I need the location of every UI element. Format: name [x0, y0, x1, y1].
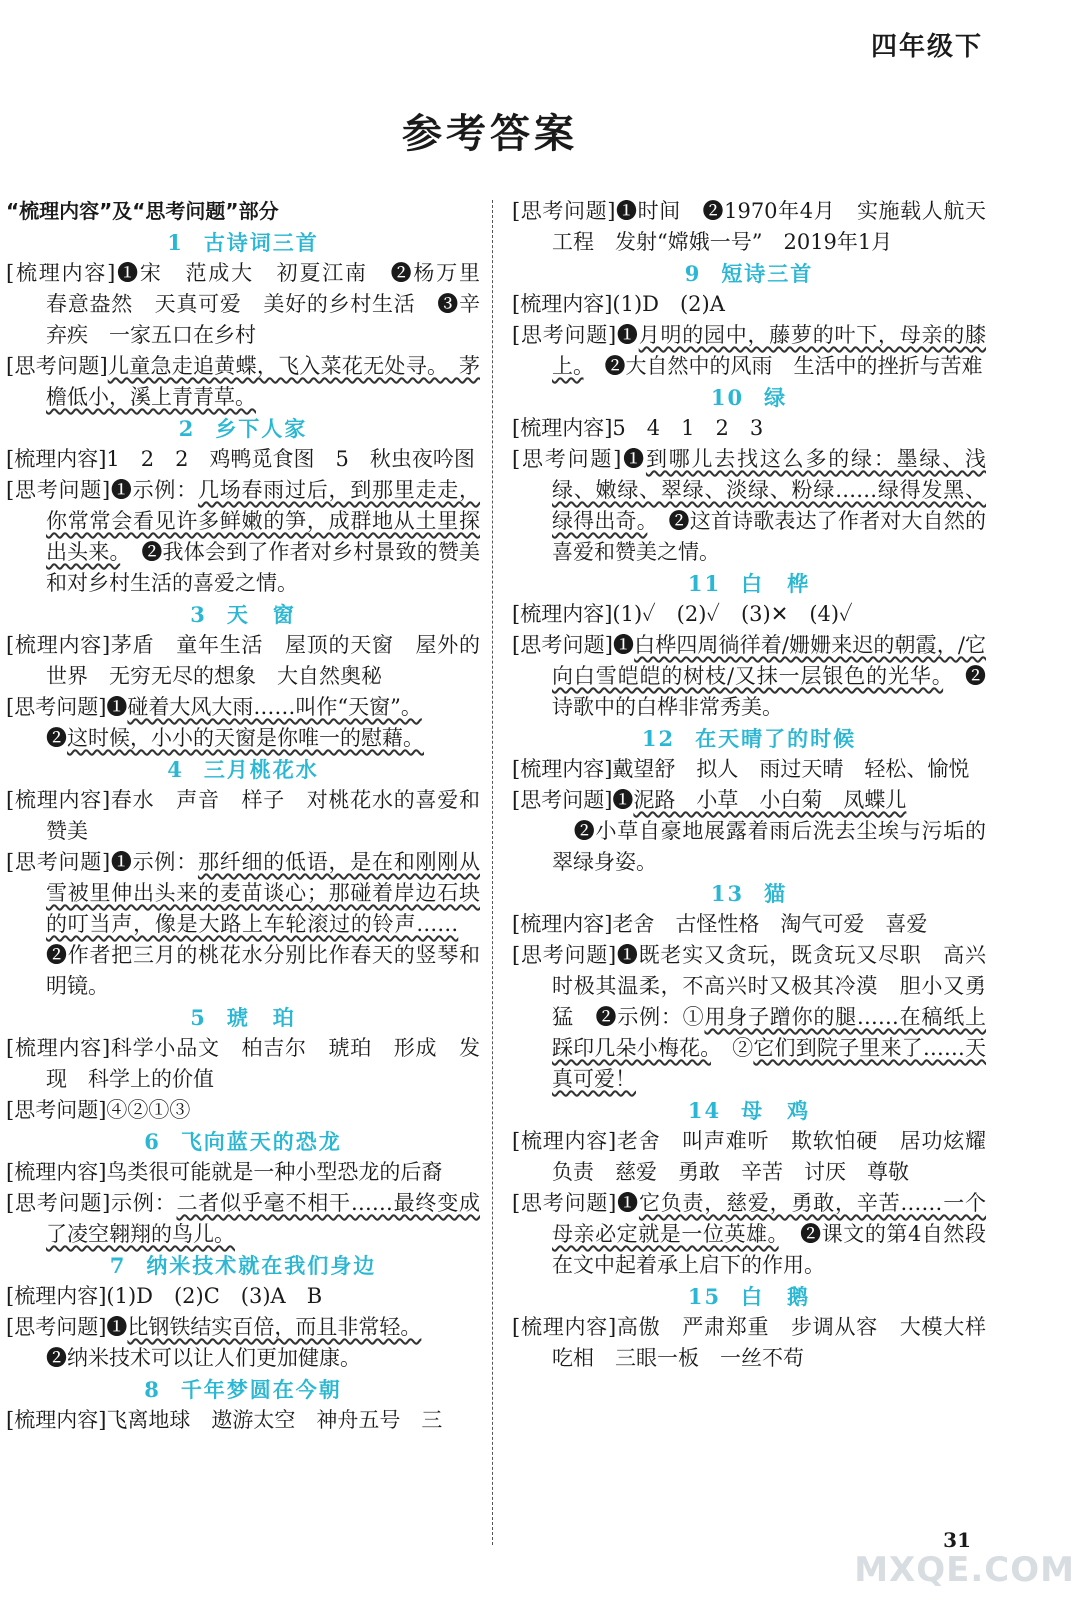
think-tag: [思考问题] — [6, 354, 108, 378]
think-text: ❷诗歌中的白桦非常秀美。 — [552, 664, 986, 719]
think-text: ❷作者把三月的桃花水分别比作春天的竖琴和明镜。 — [46, 912, 481, 998]
comb-tag: [梳理内容] — [6, 788, 111, 812]
comb-text: (1)D (2)A — [612, 292, 725, 316]
comb-tag: [梳理内容] — [512, 602, 613, 626]
think-tag: [思考问题] — [6, 478, 111, 502]
think-entry — [512, 785, 986, 878]
lesson-name: 纳米技术就在我们身边 — [146, 1253, 377, 1278]
lesson-heading — [6, 599, 480, 630]
comb-tag: [梳理内容] — [6, 1160, 107, 1184]
lesson-heading — [6, 1126, 480, 1157]
think-text: ❶示例： — [110, 850, 198, 874]
think-entry — [512, 444, 986, 568]
lesson-heading — [512, 382, 986, 413]
think-entry — [6, 1095, 480, 1126]
comb-text: 高傲 严肃郑重 步调从容 大模大样 吃相 三眼一板 一丝不苟 — [552, 1315, 1008, 1370]
lesson-name: 绿 — [764, 385, 788, 410]
lesson-number: 7 — [109, 1253, 127, 1278]
comb-tag: [梳理内容] — [6, 261, 116, 285]
lesson-name: 飞向蓝天的恐龙 — [180, 1129, 342, 1154]
comb-tag: [梳理内容] — [6, 1284, 107, 1308]
watermark-logo: MXQE.COM — [854, 1550, 1075, 1590]
comb-text: ❶宋 范成大 初夏江南 ❷杨万里 春意盎然 天真可爱 美好的乡村生活 ❸辛弃疾 一家五口在乡村 — [46, 261, 501, 347]
comb-tag: [梳理内容] — [512, 292, 613, 316]
underlined-answer: 碰着大风大雨……叫作“天窗”。 — [127, 695, 422, 719]
underlined-answer: 月明的园中，藤萝的叶下，母亲的膝上。 — [552, 323, 987, 378]
comb-entry — [6, 258, 501, 351]
comb-tag: [梳理内容] — [512, 416, 613, 440]
comb-text: 戴望舒 拟人 雨过天晴 轻松、愉悦 — [612, 757, 970, 781]
comb-entry — [6, 1281, 480, 1312]
think-text: ④②①③ — [106, 1098, 191, 1122]
comb-tag: [梳理内容] — [512, 1315, 617, 1339]
comb-text: 茅盾 童年生活 屋顶的天窗 屋外的世界 无穷无尽的想象 大自然奥秘 — [46, 633, 481, 688]
think-entry — [6, 1312, 480, 1374]
think-entry — [6, 351, 480, 413]
think-text: ❶既老实又贪玩，既贪玩又尽职 高兴时极其温柔，不高兴时又极其冷漠 胆小又勇猛 ❷示例：① — [552, 943, 987, 1029]
think-text: ❶示例： — [110, 478, 198, 502]
comb-entry — [512, 413, 986, 444]
think-text: ❶ — [612, 788, 634, 812]
comb-text: 5 4 1 2 3 — [612, 416, 764, 440]
part-title: “梳理内容”及“思考问题”部分 — [6, 199, 279, 223]
comb-entry — [512, 909, 986, 940]
underlined-answer: 用身子蹭你的腿……在稿纸上踩印几朵小梅花。 — [552, 1005, 987, 1060]
left-column — [6, 196, 501, 1436]
lesson-number: 9 — [684, 261, 702, 286]
think-text: ❷这首诗歌表达了作者对大自然的喜爱和赞美之情。 — [552, 509, 986, 564]
lesson-heading — [6, 1002, 480, 1033]
think-entry — [6, 475, 480, 599]
lesson-heading — [512, 1095, 986, 1126]
comb-text: 飞离地球 遨游太空 神舟五号 三 — [106, 1408, 443, 1432]
think-text: ❷大自然中的风雨 生活中的挫折与苦难 — [583, 354, 983, 378]
lesson-name: 白 鹅 — [741, 1284, 811, 1309]
lesson-name: 乡下人家 — [215, 416, 308, 441]
lesson-heading — [6, 1250, 480, 1281]
think-tag: [思考问题] — [512, 199, 616, 223]
underlined-answer: 泥路 小草 小白菊 凤蝶儿 — [633, 788, 907, 812]
think-entry — [6, 847, 480, 1002]
lesson-number: 15 — [687, 1284, 722, 1309]
underlined-answer: 儿童急走追黄蝶，飞入菜花无处寻。 茅檐低小，溪上青青草。 — [46, 354, 480, 409]
lesson-number: 14 — [687, 1098, 722, 1123]
think-tag: [思考问题] — [6, 1098, 107, 1122]
think-tag: [思考问题] — [512, 788, 613, 812]
comb-tag: [梳理内容] — [6, 633, 111, 657]
lesson-name: 白 桦 — [741, 571, 811, 596]
think-tag: [思考问题] — [6, 1315, 107, 1339]
comb-entry — [512, 754, 986, 785]
comb-tag: [梳理内容] — [512, 912, 613, 936]
underlined-answer: 到哪儿去找这么多的绿：墨绿、浅绿、嫩绿、翠绿、淡绿、粉绿……绿得发黑、绿得出奇。 — [552, 447, 987, 533]
think-text: ❷小草自豪地展露着雨后洗去尘埃与污垢的翠绿身姿。 — [552, 819, 986, 874]
comb-text: 老舍 叫声难听 欺软怕硬 居功炫耀 负责 慈爱 勇敢 辛苦 讨厌 尊敬 — [552, 1129, 1008, 1184]
lesson-heading — [512, 258, 986, 289]
comb-tag: [梳理内容] — [512, 1129, 617, 1153]
lesson-heading — [512, 723, 986, 754]
page-title: 参考答案 — [402, 110, 578, 157]
comb-tag: [梳理内容] — [512, 757, 613, 781]
underlined-answer: 那纤细的低语，是在和刚刚从雪被里伸出头来的麦苗谈心；那碰着岸边石块的叮当声，像是大路上车轮滚过的铃声…… — [46, 850, 481, 936]
comb-tag: [梳理内容] — [6, 1408, 107, 1432]
lesson-name: 千年梦圆在今朝 — [180, 1377, 342, 1402]
comb-tag: [梳理内容] — [6, 1036, 111, 1060]
lesson-number: 2 — [178, 416, 196, 441]
comb-entry — [512, 289, 986, 320]
underlined-answer: 二者似乎毫不相干……最终变成了凌空翱翔的鸟儿。 — [46, 1191, 481, 1246]
think-text: 示例： — [110, 1191, 177, 1215]
think-text: ❷课文的第4自然段在文中起着承上启下的作用。 — [552, 1222, 986, 1277]
think-tag: [思考问题] — [512, 633, 613, 657]
think-text: ❶ — [621, 447, 646, 471]
lesson-heading — [6, 227, 480, 258]
think-text: ❶ — [616, 323, 639, 347]
comb-tag: [梳理内容] — [6, 447, 107, 471]
lesson-number: 8 — [144, 1377, 161, 1402]
think-text: ❶时间 ❷1970年4月 实施载人航天工程 发射“嫦娥一号” 2019年1月 — [552, 199, 986, 254]
right-column — [512, 196, 1008, 1374]
comb-entry — [6, 785, 480, 847]
lesson-number: 4 — [167, 757, 184, 782]
lesson-heading — [512, 1281, 986, 1312]
page-number: 31 — [943, 1528, 971, 1552]
lesson-heading — [6, 1374, 480, 1405]
lesson-name: 猫 — [764, 881, 788, 906]
lesson-name: 古诗词三首 — [203, 230, 319, 255]
underlined-answer: 白桦四周徜徉着/姗姗来迟的朝霞，/它向白雪皑皑的树枝/又抹一层银色的光华。 — [552, 633, 987, 688]
lesson-number: 12 — [641, 726, 676, 751]
think-tag: [思考问题] — [512, 1191, 617, 1215]
lesson-heading — [6, 754, 480, 785]
lesson-name: 短诗三首 — [721, 261, 814, 286]
lesson-number: 13 — [710, 881, 745, 906]
comb-entry — [512, 1126, 1008, 1188]
comb-text: 科学小品文 柏吉尔 琥珀 形成 发现 科学上的价值 — [46, 1036, 481, 1091]
think-text: ❷ — [46, 726, 67, 750]
think-entry — [512, 196, 986, 258]
think-tag: [思考问题] — [512, 323, 617, 347]
comb-text: (1)✓ (2)✓ (3)✕ (4)✓ — [612, 602, 853, 626]
underlined-answer: 它们到院子里来了……天真可爱！ — [552, 1036, 987, 1091]
think-tag: [思考问题] — [6, 695, 107, 719]
comb-entry — [6, 630, 480, 692]
think-text: ❶ — [612, 633, 635, 657]
think-tag: [思考问题] — [6, 1191, 111, 1215]
underlined-answer: 比钢铁结实百倍，而且非常轻。 — [127, 1315, 422, 1339]
comb-entry — [6, 444, 480, 475]
lesson-number: 3 — [190, 602, 207, 627]
think-text: ❶ — [106, 1315, 128, 1339]
comb-text: 1 2 2 鸡鸭觅食图 5 秋虫夜吟图 — [106, 447, 475, 471]
think-tag: [思考问题] — [6, 850, 111, 874]
lesson-heading — [6, 413, 480, 444]
think-entry — [6, 692, 480, 754]
think-tag: [思考问题] — [512, 943, 617, 967]
comb-entry — [6, 1405, 480, 1436]
think-text: ❷纳米技术可以让人们更加健康。 — [46, 1346, 361, 1370]
think-text: ❶ — [106, 695, 128, 719]
underlined-answer: 这时候，小小的天窗是你唯一的慰藉。 — [67, 726, 424, 750]
column-divider — [492, 200, 493, 1545]
lesson-number: 10 — [710, 385, 745, 410]
think-entry — [512, 320, 986, 382]
grade-label: 四年级下 — [870, 32, 983, 62]
comb-text: (1)D (2)C (3)A B — [106, 1284, 323, 1308]
think-text: ② — [710, 1036, 754, 1060]
comb-entry — [6, 1033, 480, 1095]
think-entry — [512, 940, 986, 1095]
think-text: ❶ — [616, 1191, 639, 1215]
think-entry — [512, 630, 986, 723]
comb-entry — [512, 599, 986, 630]
lesson-number: 5 — [190, 1005, 207, 1030]
lesson-number: 1 — [167, 230, 184, 255]
underlined-answer: 几场春雨过后，到那里走走，你常常会看见许多鲜嫩的笋，成群地从土里探出头来。 — [46, 478, 481, 564]
think-text: ❷我体会到了作者对乡村景致的赞美和对乡村生活的喜爱之情。 — [46, 540, 481, 595]
comb-text: 老舍 古怪性格 淘气可爱 喜爱 — [612, 912, 928, 936]
think-entry — [6, 1188, 480, 1250]
lesson-name: 琥 珀 — [226, 1005, 296, 1030]
think-entry — [512, 1188, 986, 1281]
lesson-name: 三月桃花水 — [203, 757, 319, 782]
underlined-answer: 它负责，慈爱，勇敢，辛苦……一个母亲必定就是一位英雄。 — [552, 1191, 987, 1246]
lesson-name: 天 窗 — [226, 602, 296, 627]
lesson-number: 6 — [144, 1129, 161, 1154]
lesson-heading — [512, 878, 986, 909]
comb-text: 鸟类很可能就是一种小型恐龙的后裔 — [106, 1160, 443, 1184]
lesson-name: 在天晴了的时候 — [695, 726, 857, 751]
comb-entry — [6, 1157, 480, 1188]
lesson-name: 母 鸡 — [741, 1098, 811, 1123]
lesson-number: 11 — [687, 571, 722, 596]
comb-entry — [512, 1312, 1008, 1374]
lesson-heading — [512, 568, 986, 599]
comb-text: 春水 声音 样子 对桃花水的喜爱和赞美 — [46, 788, 481, 843]
think-tag: [思考问题] — [512, 447, 622, 471]
